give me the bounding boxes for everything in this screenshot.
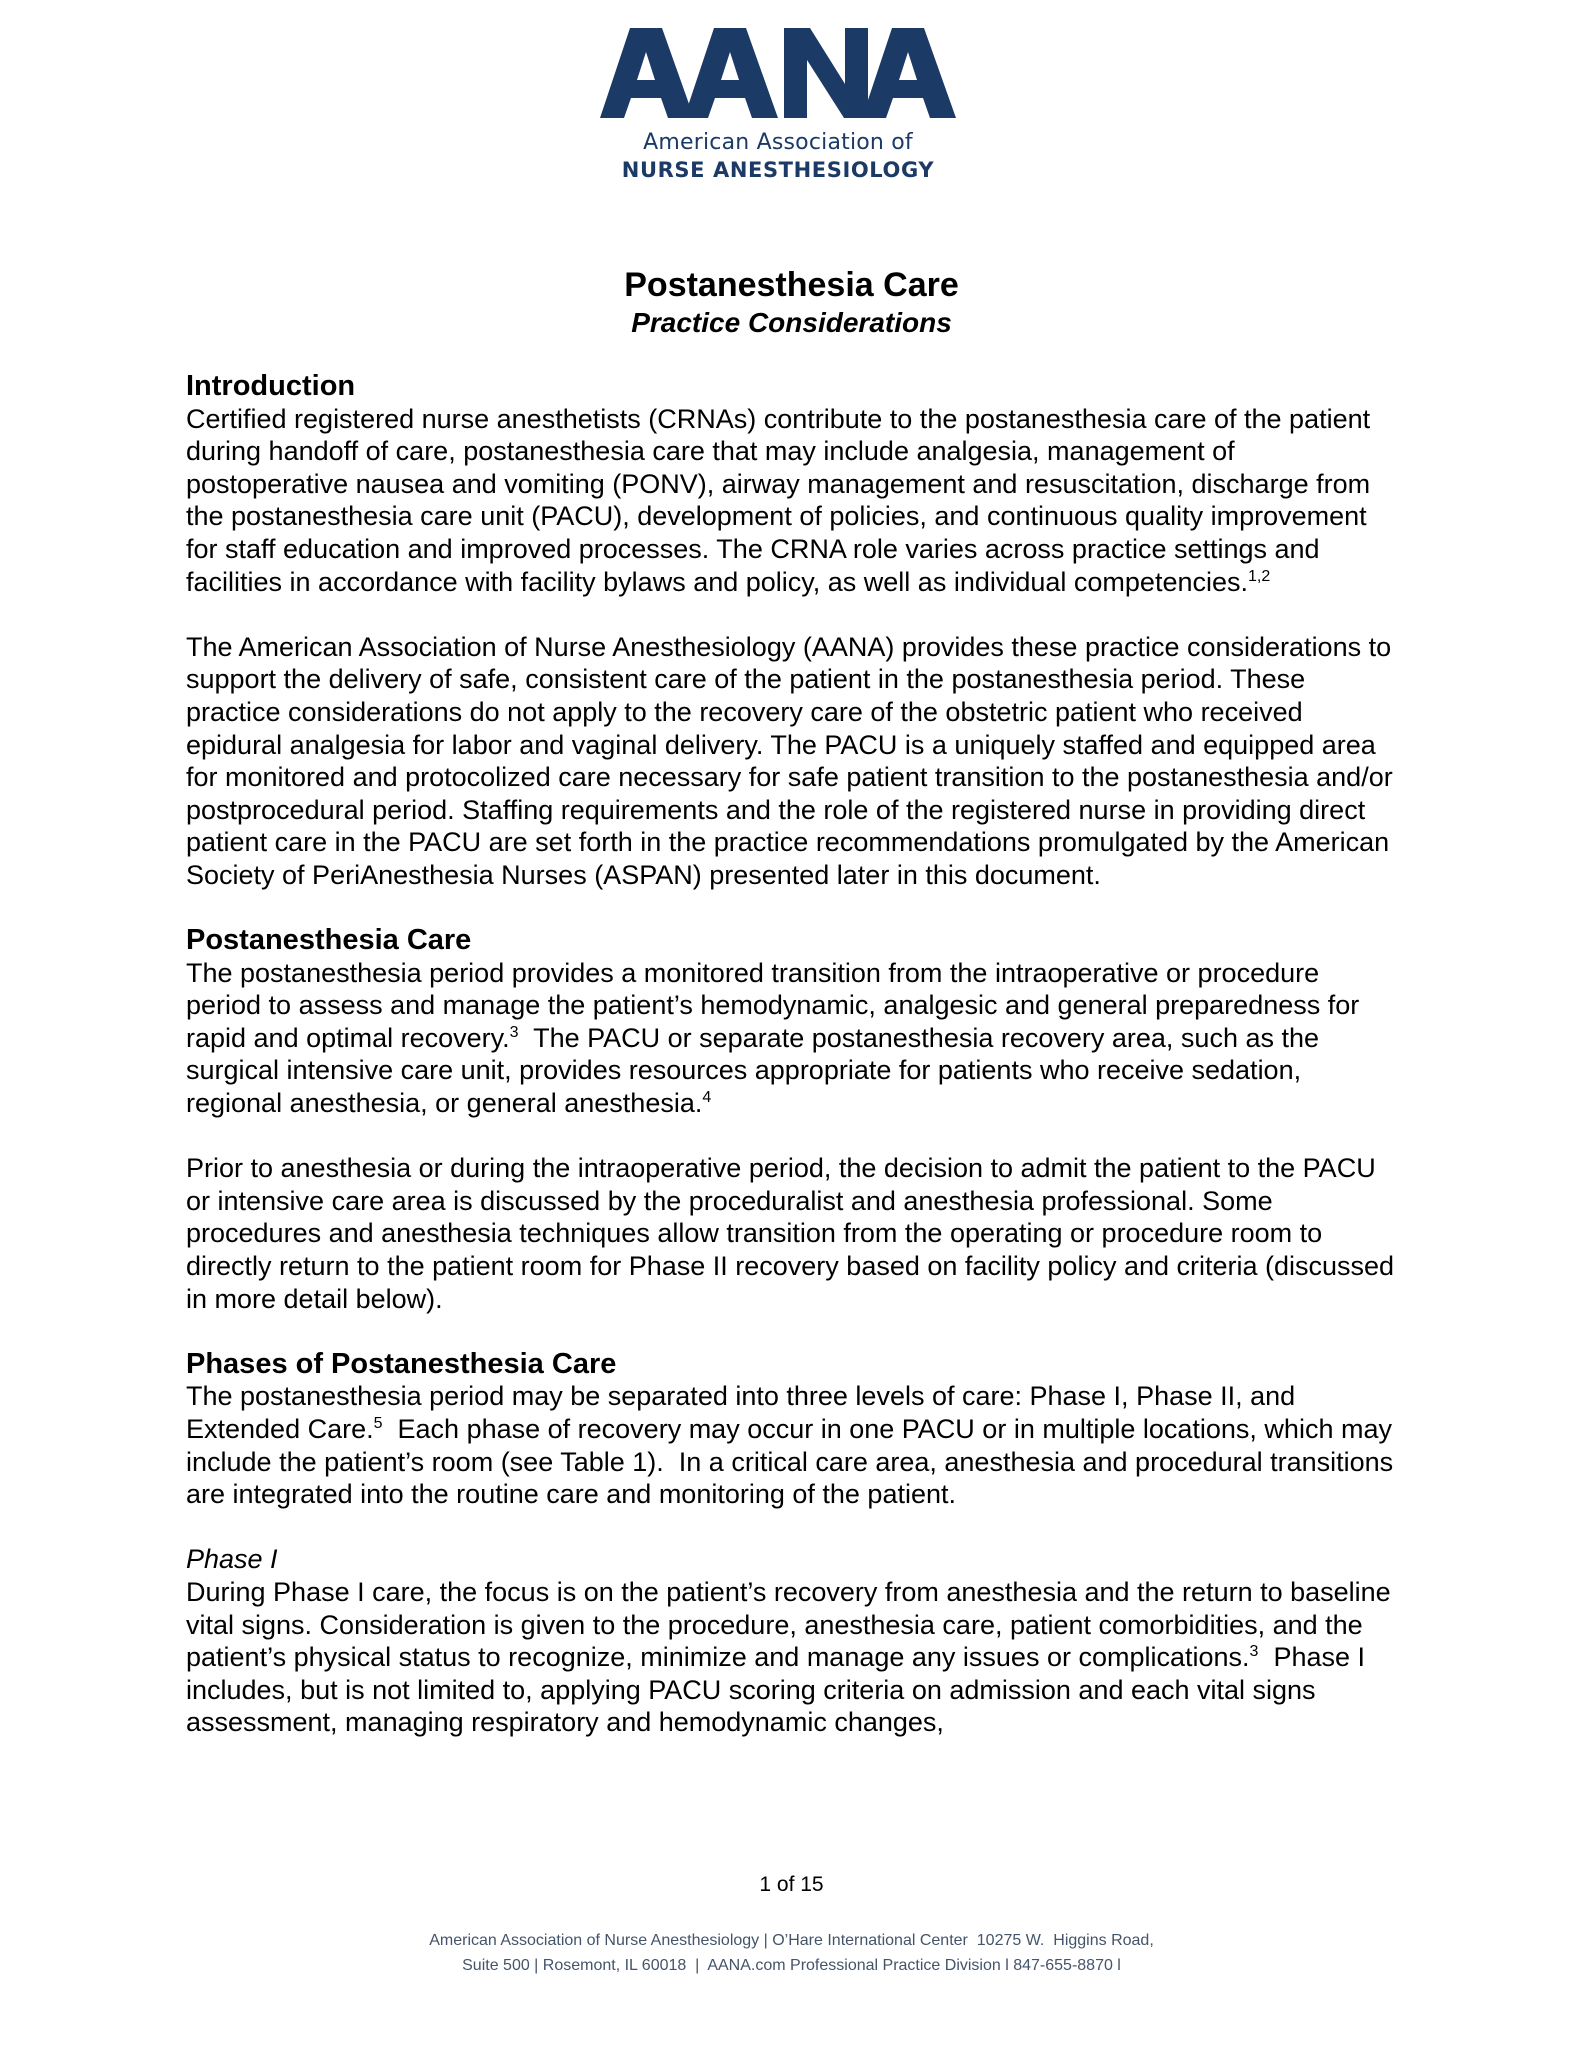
paragraph: [186, 1576, 1401, 1739]
aana-logo: [600, 28, 956, 188]
section-heading-postanesthesia-care: Postanesthesia Care: [186, 924, 472, 957]
paragraph-text: The postanesthesia period provides a monitored transition from the intraoperative or procedure period to assess and manage the patient’s hemodynamic, analgesic and general preparedness for rapid and optimal recovery.: [186, 957, 1360, 1053]
page-footer: [0, 1928, 1583, 1978]
paragraph: The American Association of Nurse Anesthesiology (AANA) provides these practice considerations to support the delivery of safe, consistent care of the patient in the postanesthesia period. These practice considerations do not apply to the recovery care of the obstetric patient who received epidural analgesia for labor and vaginal delivery. The PACU is a uniquely staffed and equipped area for monitored and protocolized care necessary for safe patient transition to the postanesthesia and/or postprocedural period. Staffing requirements and the role of the registered nurse in providing direct patient care in the PACU are set forth in the practice recommendations promulgated by the American Society of PeriAnesthesia Nurses (ASPAN) presented later in this document.: [186, 631, 1393, 890]
document-title: Postanesthesia Care: [624, 266, 959, 304]
paragraph-text: During Phase I care, the focus is on the patient’s recovery from anesthesia and the return to baseline vital signs. Consideration is given to the procedure, anesthesia care, patient comorbidities, and the patient’s physical status to recognize, minimize and manage any issues or complications.: [186, 1576, 1391, 1673]
logo-tagline-line2: NURSE ANESTHESIOLOGY: [621, 158, 935, 182]
paragraph-text: The PACU or separate postanesthesia recovery area, such as the surgical intensive care unit, provides resources appropriate for patients who receive sedation, regional anesthesia, or general anesthesia.: [186, 1022, 1327, 1119]
citation-reference: 1,2: [1248, 567, 1271, 585]
subsection-heading-phase-1: Phase I: [186, 1544, 278, 1575]
footer-address-line2: Suite 500 | Rosemont, IL 60018 | AANA.com Professional Practice Division l 847-655-8870 l: [462, 1957, 1121, 1974]
paragraph: Prior to anesthesia or during the intraoperative period, the decision to admit the patient to the PACU or intensive care area is discussed by the proceduralist and anesthesia professional. Some procedures and anesthesia techniques allow transition from the operating or procedure room to directly return to the patient room for Phase II recovery based on facility policy and criteria (discussed in more detail below).: [186, 1153, 1395, 1314]
paragraph: [186, 403, 1401, 599]
citation-reference: 3: [1249, 1643, 1259, 1661]
paragraph: [186, 1380, 1401, 1510]
paragraph-text: The postanesthesia period may be separated into three levels of care: Phase I, Phase II, and Extended Care.: [186, 1381, 1296, 1444]
page-number: 1 of 15: [759, 1873, 824, 1896]
document-body: [186, 370, 1401, 1739]
aana-logo-mark-icon: [600, 28, 956, 120]
citation-reference: 4: [702, 1089, 712, 1107]
section-heading-phases: Phases of Postanesthesia Care: [186, 1347, 617, 1380]
paragraph-text: Certified registered nurse anesthetists (CRNAs) contribute to the postanesthesia care of the patient during handoff of care, postanesthesia care that may include analgesia, management of postoperative nausea and vomiting (PONV), airway management and resuscitation, discharge from the postanesthesia care unit (PACU), development of policies, and continuous quality improvement for staff education and improved processes. The CRNA role varies across practice settings and facilities in accordance with facility bylaws and policy, as well as individual competencies.: [186, 403, 1371, 597]
footer-address-line1: American Association of Nurse Anesthesiology | O’Hare International Center 10275 W. Higgins Road,: [429, 1932, 1154, 1949]
document-subtitle: Practice Considerations: [631, 307, 952, 338]
citation-reference: 3: [509, 1023, 519, 1041]
section-heading-introduction: Introduction: [186, 370, 356, 402]
logo-tagline-line1: American Association of: [643, 130, 913, 155]
paragraph-text: Each phase of recovery may occur in one PACU or in multiple locations, which may include the patient’s room (see Table 1). In a critical care area, anesthesia and procedural transitions are integrated into the routine care and monitoring of the patient.: [186, 1414, 1401, 1510]
citation-reference: 5: [373, 1415, 383, 1432]
paragraph-text: Phase I includes, but is not limited to, applying PACU scoring criteria on admission and each vital signs assessment, managing respiratory and hemodynamic changes,: [186, 1642, 1373, 1738]
paragraph: [186, 957, 1401, 1120]
